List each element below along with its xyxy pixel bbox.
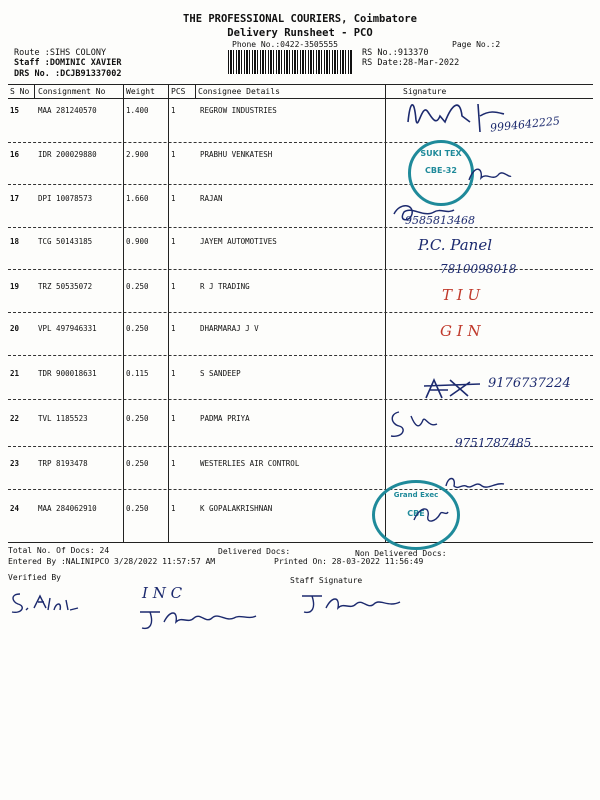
- row-divider: [8, 312, 593, 313]
- page-number: Page No.:2: [452, 40, 501, 49]
- route-label: Route :SIHS COLONY: [14, 48, 107, 58]
- col-divider: [123, 84, 124, 542]
- staff-label: Staff :DOMINIC XAVIER: [14, 58, 122, 68]
- verifier-signature: [8, 588, 88, 618]
- col-weight: Weight: [126, 87, 155, 96]
- row-16-consignment: IDR 200029880: [38, 150, 97, 159]
- row-21-phone-handwritten: 9176737224: [488, 376, 571, 391]
- col-consignee: Consignee Details: [198, 87, 280, 96]
- row-21-consignment: TDR 900018631: [38, 369, 97, 378]
- row-18-consignment: TCG 50143185: [38, 237, 93, 246]
- row-22-phone-handwritten: 9751787485: [455, 436, 532, 450]
- row-17-weight: 1.660: [126, 194, 149, 203]
- row-19-sno: 19: [10, 282, 20, 291]
- staff-signature-1: [130, 600, 270, 636]
- signature-row-15: [400, 92, 510, 142]
- row-15-consignee: REGROW INDUSTRIES: [200, 106, 277, 115]
- signature-row-24: [410, 500, 450, 530]
- stamp1-top-text: SUKI TEX: [420, 149, 462, 158]
- drs-value: :DCJB91337002: [54, 69, 122, 79]
- row-21-sno: 21: [10, 369, 20, 378]
- table-top-border: [8, 84, 593, 85]
- row-15-consignment: MAA 281240570: [38, 106, 97, 115]
- row-20-pcs: 1: [171, 324, 176, 333]
- signature-row-21: [420, 374, 490, 404]
- row-17-pcs: 1: [171, 194, 176, 203]
- col-divider: [385, 84, 386, 542]
- phone-number: Phone No.:0422-3505555: [232, 40, 338, 49]
- entered-by: Entered By :NALINIPCO 3/28/2022 11:57:57 AM: [8, 557, 216, 566]
- row-19-weight: 0.250: [126, 282, 149, 291]
- stamp1-mid-text: CBE-32: [425, 166, 457, 175]
- non-delivered-docs: Non Delivered Docs:: [355, 549, 447, 558]
- row-23-consignment: TRP 8193478: [38, 459, 88, 468]
- row-18-sno: 18: [10, 237, 20, 246]
- row-17-phone-handwritten: 9585813468: [405, 214, 475, 227]
- col-consignment: Consignment No: [38, 87, 106, 96]
- drs-label: DRS No.: [14, 69, 50, 79]
- row-23-pcs: 1: [171, 459, 176, 468]
- row-21-consignee: S SANDEEP: [200, 369, 241, 378]
- signature-row-22: [385, 406, 445, 442]
- staff-signature-label: Staff Signature: [290, 576, 363, 585]
- inc-handwritten: I N C: [142, 584, 183, 602]
- rs-number: RS No.:913370: [362, 48, 429, 58]
- col-pcs: PCS: [171, 87, 186, 96]
- row-17-consignment: DPI 10078573: [38, 194, 93, 203]
- row-23-sno: 23: [10, 459, 20, 468]
- col-divider: [168, 84, 169, 542]
- row-divider: [8, 142, 593, 143]
- row-divider: [8, 355, 593, 356]
- row-20-consignment: VPL 497946331: [38, 324, 97, 333]
- row-15-weight: 1.400: [126, 106, 149, 115]
- row-19-note-handwritten: T I U: [442, 286, 481, 304]
- row-24-consignment: MAA 284062910: [38, 504, 97, 513]
- row-16-pcs: 1: [171, 150, 176, 159]
- row-15-phone-handwritten: 9994642225: [489, 114, 561, 135]
- signature-row-16: [465, 160, 515, 190]
- row-15-pcs: 1: [171, 106, 176, 115]
- row-19-consignee: R J TRADING: [200, 282, 250, 291]
- row-17-consignee: RAJAN: [200, 194, 223, 203]
- printed-on: Printed On: 28-03-2022 11:56:49: [274, 557, 424, 566]
- staff-signature-2: [298, 588, 408, 618]
- row-18-weight: 0.900: [126, 237, 149, 246]
- row-divider: [8, 227, 593, 228]
- row-23-weight: 0.250: [126, 459, 149, 468]
- row-19-consignment: TRZ 50535072: [38, 282, 93, 291]
- runsheet-subtitle: Delivery Runsheet - PCO: [227, 27, 373, 39]
- row-20-sno: 20: [10, 324, 20, 333]
- rs-date: RS Date:28-Mar-2022: [362, 58, 460, 68]
- row-18-pcs: 1: [171, 237, 176, 246]
- stamp2-top-text: Grand Exec: [393, 491, 439, 499]
- row-22-weight: 0.250: [126, 414, 149, 423]
- row-16-sno: 16: [10, 150, 20, 159]
- verified-by-label: Verified By: [8, 573, 61, 582]
- row-20-note-handwritten: G I N: [440, 322, 481, 340]
- row-20-weight: 0.250: [126, 324, 149, 333]
- row-22-consignment: TVL 1185523: [38, 414, 88, 423]
- row-divider: [8, 399, 593, 400]
- row-22-sno: 22: [10, 414, 20, 423]
- row-24-pcs: 1: [171, 504, 176, 513]
- row-18-signature-name: P.C. Panel: [418, 236, 492, 254]
- total-docs: Total No. Of Docs: 24: [8, 546, 110, 555]
- row-18-phone-handwritten: 7810098018: [440, 262, 517, 276]
- drs-number: [14, 69, 121, 79]
- row-23-consignee: WESTERLIES AIR CONTROL: [200, 459, 300, 468]
- row-24-consignee: K GOPALAKRISHNAN: [200, 504, 273, 513]
- stamp2-mid-text: CBE: [407, 509, 425, 518]
- row-18-consignee: JAYEM AUTOMOTIVES: [200, 237, 277, 246]
- row-16-weight: 2.900: [126, 150, 149, 159]
- row-21-weight: 0.115: [126, 369, 149, 378]
- company-title: THE PROFESSIONAL COURIERS, Coimbatore: [183, 13, 417, 25]
- row-15-sno: 15: [10, 106, 20, 115]
- col-divider: [195, 84, 196, 98]
- delivered-docs: Delivered Docs:: [218, 547, 291, 556]
- row-24-weight: 0.250: [126, 504, 149, 513]
- col-signature: Signature: [403, 87, 447, 96]
- col-divider: [34, 84, 35, 98]
- row-24-sno: 24: [10, 504, 20, 513]
- row-22-pcs: 1: [171, 414, 176, 423]
- row-20-consignee: DHARMARAJ J V: [200, 324, 259, 333]
- row-19-pcs: 1: [171, 282, 176, 291]
- barcode-image: [228, 50, 352, 74]
- table-bottom-border: [8, 542, 593, 543]
- row-21-pcs: 1: [171, 369, 176, 378]
- row-17-sno: 17: [10, 194, 20, 203]
- row-16-consignee: PRABHU VENKATESH: [200, 150, 273, 159]
- row-22-consignee: PADMA PRIYA: [200, 414, 250, 423]
- col-sno: S No: [10, 87, 30, 96]
